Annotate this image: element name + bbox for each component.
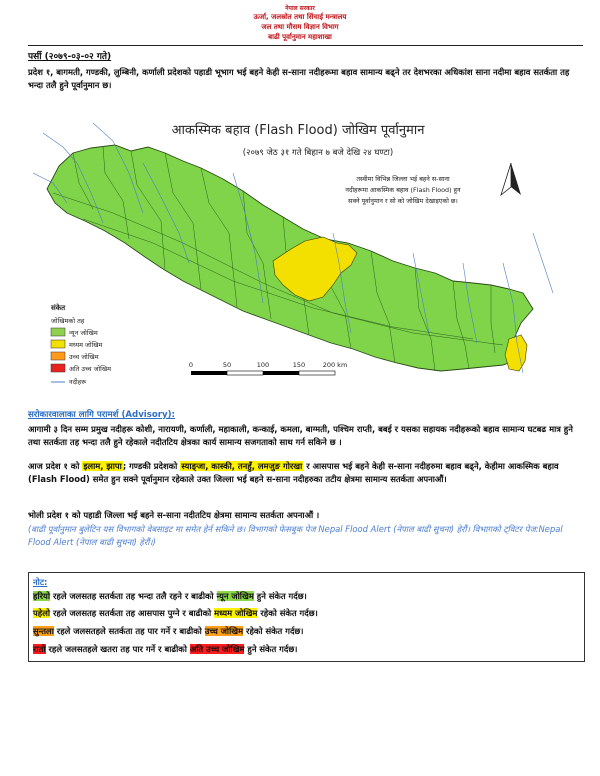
scale-tick-label: 150 xyxy=(292,361,306,369)
note-red-level: अति उच्च जोखिम xyxy=(189,644,245,654)
note-row-orange xyxy=(33,626,303,637)
advisory-paragraph-rivers: आगामी ३ दिन सम्म प्रमुख नदीहरू कोशी, नारायणी, कर्णाली, महाकाली, कन्काई, कमला, बाग्मती, पश्चिम राप्ती, बबई र यसका सहायक नदीहरूको बहाव सामान्य घटबढ मात्र हुने तथा सतर्कता तह भन्दा तलै हुने रहेकाले नदीतटिय क्षेत्रका कार्य सामान्य सजगताको साथ गर्न सकिने छ । xyxy=(28,424,573,447)
note-row-red xyxy=(33,644,297,655)
map-title: आकस्मिक बहाव (Flash Flood) जोखिम पूर्वानुमान xyxy=(171,123,425,138)
legend-label: उच्च जोखिम xyxy=(69,353,99,361)
legend-label: मध्यम जोखिम xyxy=(69,341,103,349)
legend-river-label: नदीहरू xyxy=(69,378,87,386)
today-text-c: ; गण्डकी प्रदेशको xyxy=(122,461,181,471)
note-yellow-swatch-word: पहेलो xyxy=(33,608,51,618)
today-text-e: र आसपास भई बहने केही स-साना नदीहरुमा बहाव बढ्ने, केहीमा आकस्मिक बहाव (Flash Flood) समेत हुन सक्ने पूर्वानुमान रहेकाले उक्त जिल्ला भई बहने स-साना नदीहरुका तटीय क्षेत्रमा सामान्य सतर्कता अपनाऔं। xyxy=(28,461,559,484)
org-ministry-label: ऊर्जा, जलस्रोत तथा सिंचाई मन्त्रालय xyxy=(253,13,347,21)
org-division-label: बाढी पूर्वानुमान महाशाखा xyxy=(268,33,332,41)
map-subtitle: (२०७९ जेठ ३१ गते बिहान ७ बजे देखि २४ घण्टा) xyxy=(242,148,394,158)
legend-title: संकेत xyxy=(51,304,66,312)
note-title: नोट: xyxy=(33,577,48,587)
legend-swatch xyxy=(51,352,65,360)
today-text-a: आज प्रदेश १ को xyxy=(28,461,83,471)
today-highlight-ilam: इलाम, झापा xyxy=(83,461,122,471)
map-note-line2: नदीहरूमा आकस्मिक बहाव (Flash Flood) हुन xyxy=(345,186,461,194)
note-red-swatch-word: रातो xyxy=(33,644,46,654)
note-row-text: रहले जलसतह सतर्कता तह भन्दा तलै रहने र बाढीको xyxy=(50,591,217,601)
legend-note-box xyxy=(28,572,585,662)
today-highlight-gandaki: स्याङ्जा, कास्की, तनहुँ, लमजुङ गोरखा xyxy=(181,461,303,471)
org-department-label: जल तथा मौसम विज्ञान विभाग xyxy=(261,23,339,31)
note-row-end: हुने संकेत गर्दछ। xyxy=(253,591,307,601)
legend-swatch xyxy=(51,364,65,372)
note-row-end: हुने संकेत गर्दछ। xyxy=(244,644,298,654)
map-note-line3: सक्ने पूर्वानुमान र सो को जोखिम देखाइएको छ। xyxy=(348,197,458,205)
note-row-end: रहेको संकेत गर्दछ। xyxy=(243,626,304,636)
note-row-yellow xyxy=(33,608,318,619)
note-row-text: रहले जलसतहले सतर्कता तह पार गर्ने र बाढीको xyxy=(53,626,205,636)
flash-flood-risk-map xyxy=(33,113,563,388)
map-note-line1: तस्वीमा विभिन्न जिल्ला भई बहने स-साना xyxy=(356,175,450,183)
forecast-text: प्रदेश १, बागमती, गण्डकी, लुम्बिनी, कर्णाली प्रदेशको पहाडी भूभाग भई बहने केही स-साना नदीहरूमा बहाव सामान्य बढ्ने तर देशभरका अधिकांश साना नदीमा बहाव सतर्कता तह भन्दा तलै हुने पूर्वानुमान छ। xyxy=(28,67,570,90)
note-green-swatch-word: हरियो xyxy=(33,591,51,601)
advisory-title: सरोकारवालाका लागि परामर्श (Advisory): xyxy=(28,410,175,420)
scale-tick-label: 50 xyxy=(222,361,232,369)
forecast-day-label: पर्सी (२०७९-०३-०२ गते) xyxy=(28,52,112,62)
note-row-green xyxy=(33,591,307,602)
note-row-end: रहेको संकेत गर्दछ। xyxy=(257,608,318,618)
note-orange-swatch-word: सुन्तला xyxy=(33,626,54,636)
scale-tick-label: 0 xyxy=(188,361,194,369)
org-gov-label: नेपाल सरकार xyxy=(285,5,315,12)
legend-swatch xyxy=(51,328,65,336)
advisory-links-note: (बाढी पूर्वानुमान बुलेटिन यस विभागको वेबसाइट मा समेत हेर्न सकिने छ। विभागको फेसबुक पेज Nepal Flood Alert (नेपाल बाढी सुचना) हेरौं। विभागको ट्विटर पेज:Nepal Flood Alert (नेपाल बाढी सुचना) हेरौं।) xyxy=(28,524,563,547)
scale-tick-label: 100 xyxy=(256,361,270,369)
header-divider xyxy=(28,45,583,46)
note-yellow-level: मध्यम जोखिम xyxy=(214,608,258,618)
note-orange-level: उच्च जोखिम xyxy=(204,626,244,636)
legend-swatch xyxy=(51,340,65,348)
legend-label: न्यून जोखिम xyxy=(69,329,98,337)
scale-tick-label: 200 km xyxy=(322,361,348,369)
legend-subtitle: जोखिमको तह xyxy=(51,317,85,325)
note-row-text: रहले जलसतह सतर्कता तह आसपास पुग्ने र बाढीको xyxy=(50,608,215,618)
note-row-text: रहले जलसतहले खतरा तह पार गर्ने र बाढीको xyxy=(45,644,190,654)
advisory-paragraph-today xyxy=(28,460,583,486)
advisory-paragraph-tomorrow: भोली प्रदेश १ को पहाडी जिल्ला भई बहने स-साना नदीतटिय क्षेत्रमा सामान्य सतर्कता अपनाऔं । xyxy=(28,510,320,520)
legend-label: अति उच्च जोखिम xyxy=(69,365,112,373)
note-green-level: न्यून जोखिम xyxy=(216,591,254,601)
